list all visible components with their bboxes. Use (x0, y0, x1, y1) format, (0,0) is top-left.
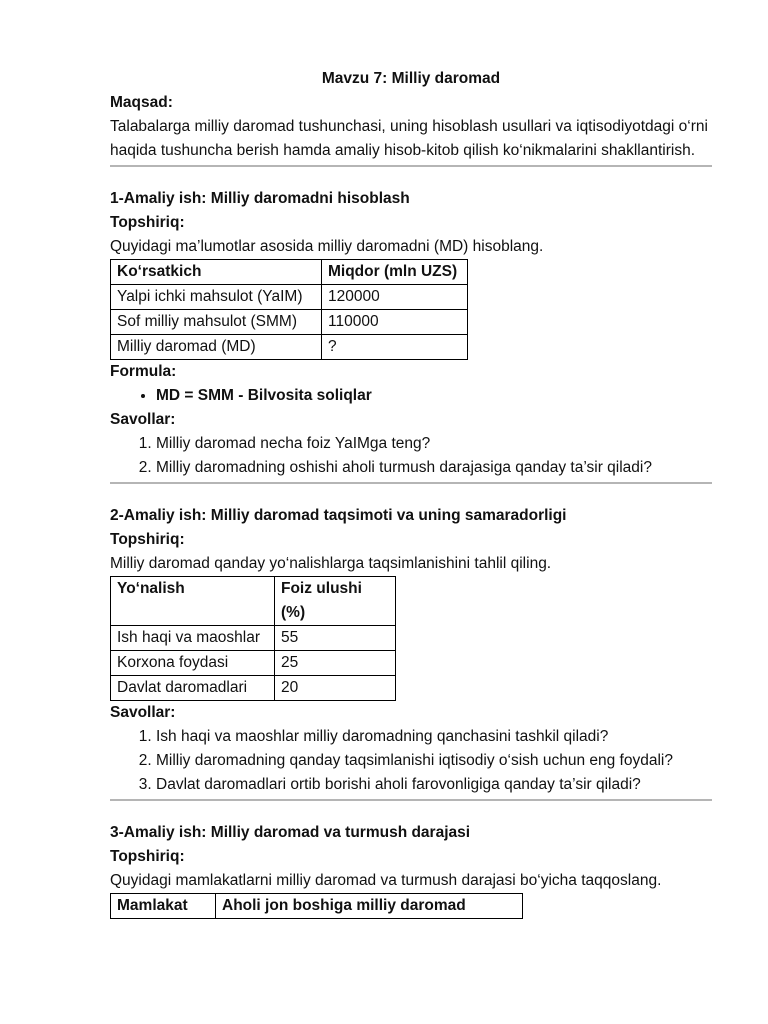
table-cell: 20 (275, 676, 396, 701)
table-header-cell: Foiz ulushi (%) (275, 577, 396, 626)
table-header-row (111, 577, 396, 626)
table-row (111, 676, 396, 701)
section3-task-text: Quyidagi mamlakatlarni milliy daromad va turmush darajasi bo‘yicha taqqoslang. (110, 872, 662, 889)
list-item: 2. Milliy daromadning qanday taqsimlanishi iqtisodiy o‘sish uchun eng foydali? (156, 749, 712, 773)
document-content (110, 67, 712, 919)
table-header-row (111, 260, 468, 285)
section1-heading: 1-Amaliy ish: Milliy daromadni hisoblash (110, 190, 410, 207)
formula-list (110, 384, 712, 408)
list-item: 1. Ish haqi va maoshlar milliy daromadning qanchasini tashkil qiladi? (156, 725, 712, 749)
goal-text: Talabalarga milliy daromad tushunchasi, uning hisoblash usullari va iqtisodiyotdagi o‘rni haqida tushuncha berish hamda amaliy hisob-kitob qilish ko‘nikmalarini shakllantirish. (110, 118, 708, 159)
section2-questions-label: Savollar: (110, 704, 176, 721)
table-row (111, 285, 468, 310)
section1-task-label: Topshiriq: (110, 214, 185, 231)
table-cell: ? (322, 335, 468, 360)
distribution-table (110, 576, 396, 701)
table-row (111, 335, 468, 360)
indicators-table (110, 259, 468, 360)
section3-task-label: Topshiriq: (110, 848, 185, 865)
section-divider (110, 482, 712, 484)
goal-label: Maqsad: (110, 94, 173, 111)
countries-table (110, 893, 523, 919)
table-header-cell: Aholi jon boshiga milliy daromad (216, 894, 523, 919)
section-divider (110, 165, 712, 167)
table-cell: 110000 (322, 310, 468, 335)
section2-heading: 2-Amaliy ish: Milliy daromad taqsimoti va uning samaradorligi (110, 507, 567, 524)
list-item: 3. Davlat daromadlari ortib borishi aholi farovonligiga qanday ta’sir qiladi? (156, 773, 712, 797)
table-cell: Yalpi ichki mahsulot (YaIM) (111, 285, 322, 310)
table-header-cell: Ko‘rsatkich (111, 260, 322, 285)
section1-task-text: Quyidagi ma’lumotlar asosida milliy daromadni (MD) hisoblang. (110, 238, 544, 255)
section2-task-label: Topshiriq: (110, 531, 185, 548)
formula-item: • MD = SMM - Bilvosita soliqlar (156, 384, 712, 408)
table-cell: 55 (275, 626, 396, 651)
table-row (111, 310, 468, 335)
formula-label: Formula: (110, 363, 177, 380)
table-header-cell: Miqdor (mln UZS) (322, 260, 468, 285)
section1-questions (110, 432, 712, 480)
section3-heading: 3-Amaliy ish: Milliy daromad va turmush darajasi (110, 824, 471, 841)
section1-questions-label: Savollar: (110, 411, 176, 428)
table-header-row (111, 894, 523, 919)
table-cell: 25 (275, 651, 396, 676)
table-row (111, 626, 396, 651)
table-cell: Korxona foydasi (111, 651, 275, 676)
table-cell: Milliy daromad (MD) (111, 335, 322, 360)
table-header-cell: Mamlakat (111, 894, 216, 919)
section2-questions (110, 725, 712, 797)
table-row (111, 651, 396, 676)
section2-task-text: Milliy daromad qanday yo‘nalishlarga taqsimlanishini tahlil qiling. (110, 555, 552, 572)
table-cell: 120000 (322, 285, 468, 310)
table-cell: Ish haqi va maoshlar (111, 626, 275, 651)
table-cell: Sof milliy mahsulot (SMM) (111, 310, 322, 335)
section-divider (110, 799, 712, 801)
table-header-cell: Yo‘nalish (111, 577, 275, 626)
list-item: 1. Milliy daromad necha foiz YaIMga teng? (156, 432, 712, 456)
table-cell: Davlat daromadlari (111, 676, 275, 701)
list-item: 2. Milliy daromadning oshishi aholi turmush darajasiga qanday ta’sir qiladi? (156, 456, 712, 480)
page-title: Mavzu 7: Milliy daromad (321, 70, 501, 87)
